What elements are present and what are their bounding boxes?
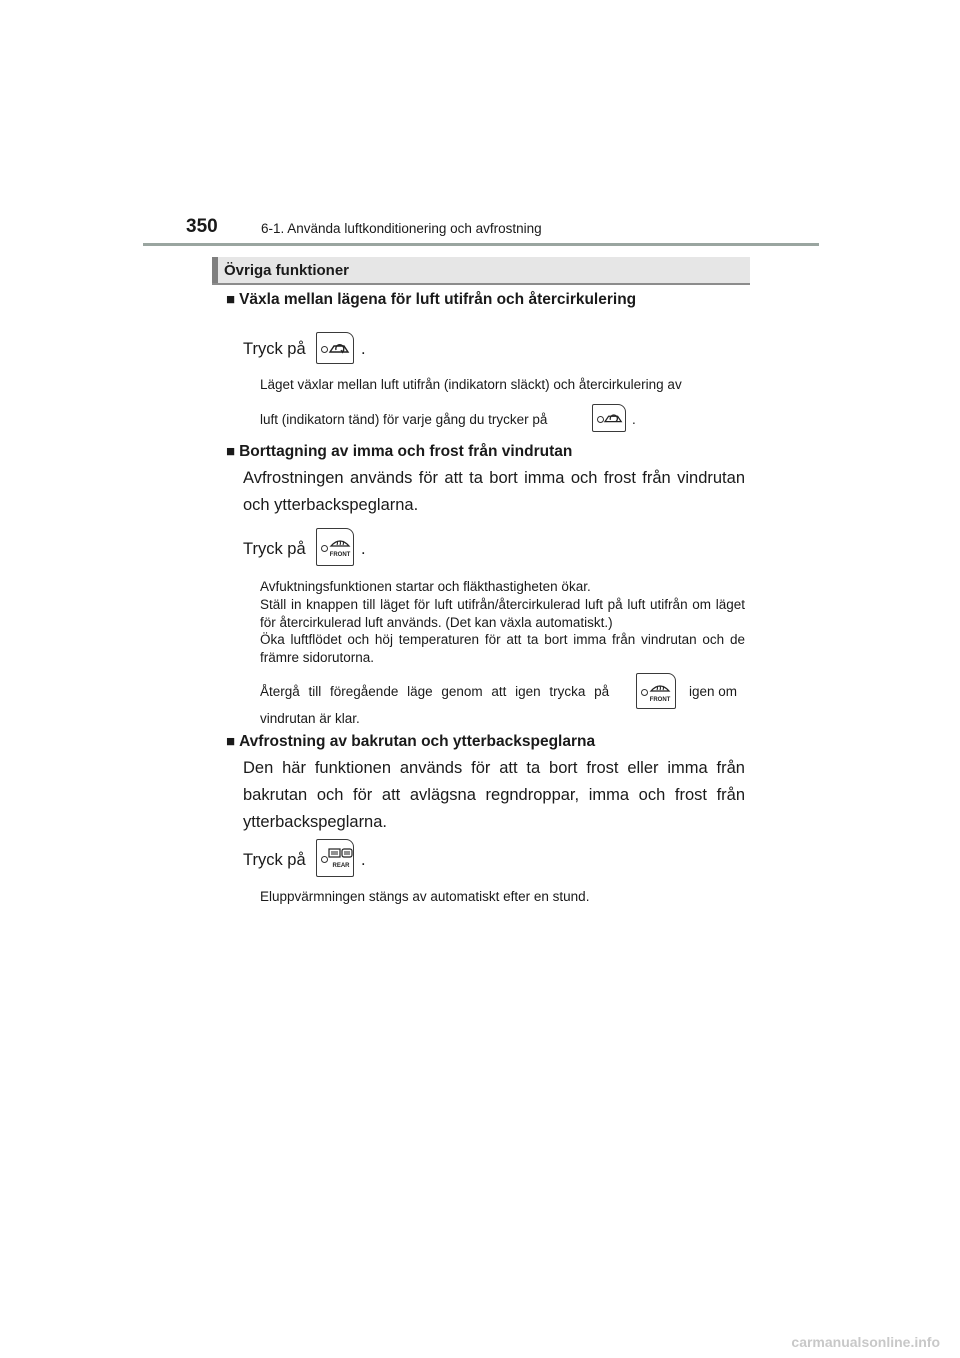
windshield-body: Avfrostningen används för att ta bort imma och frost från vindrutan och ytterbackspeglarna.	[243, 469, 745, 514]
rear-press-text: Tryck på	[243, 851, 306, 869]
windshield-press-text: Tryck på	[243, 540, 306, 558]
period: .	[632, 412, 636, 427]
watermark: carmanualsonline.info	[791, 1334, 940, 1350]
indicator-led	[641, 689, 648, 696]
front-defrost-button[interactable]	[316, 528, 354, 566]
bullet-square: ■	[226, 733, 236, 750]
header-rule	[143, 243, 819, 246]
recirc-button[interactable]	[316, 332, 354, 364]
rear-defroster-icon	[328, 845, 354, 873]
rear-label: REAR	[332, 863, 350, 869]
recirc-heading	[226, 291, 636, 309]
section-header	[212, 257, 750, 285]
section-title: Övriga funktioner	[224, 262, 350, 279]
rear-body: Den här funktionen används för att ta bort frost eller imma från bakrutan och för att avlägsna regndroppar, imma och frost från ytterbackspeglarna.	[243, 759, 745, 831]
indicator-led	[321, 856, 328, 863]
windshield-note4-after: igen om	[689, 684, 738, 699]
front-label: FRONT	[649, 697, 671, 703]
recirc-heading-text: Växla mellan lägena för luft utifrån och återcirkulering	[239, 291, 637, 308]
windshield-heading	[226, 443, 572, 461]
section-accent	[212, 257, 218, 283]
recirculation-icon	[328, 338, 352, 358]
windshield-note3: Öka luftflödet och höj temperaturen för att ta bort imma från vindrutan och de främre sidorutorna.	[260, 632, 745, 665]
indicator-led	[321, 346, 328, 353]
period: .	[361, 540, 366, 558]
bullet-square: ■	[226, 291, 236, 308]
bullet-square: ■	[226, 443, 236, 460]
period: .	[361, 851, 366, 869]
front-label: FRONT	[329, 552, 351, 558]
front-defroster-icon	[648, 679, 672, 707]
rear-note: Eluppvärmningen stängs av automatiskt efter en stund.	[260, 889, 590, 904]
recirculation-icon	[603, 409, 625, 427]
windshield-heading-text: Borttagning av imma och frost från vindrutan	[239, 443, 573, 460]
rear-defrost-button[interactable]	[316, 839, 354, 877]
windshield-note1: Avfuktningsfunktionen startar och fläkthastigheten ökar.	[260, 579, 591, 594]
recirc-note-line2: luft (indikatorn tänd) för varje gång du trycker på	[260, 412, 548, 427]
rear-heading-text: Avfrostning av bakrutan och ytterbackspeglarna	[239, 733, 596, 750]
front-defrost-button-inline	[636, 673, 676, 709]
rear-heading	[226, 733, 595, 751]
front-defroster-icon	[328, 534, 352, 562]
recirc-press-text: Tryck på	[243, 340, 306, 358]
windshield-note2: Ställ in knappen till läget för luft utifrån/återcirkulerad luft på luft utifrån om läget för återcirkulerad luft används. (Det kan växla automatiskt.)	[260, 597, 745, 630]
recirc-note-line1: Läget växlar mellan luft utifrån (indikatorn släckt) och återcirkulering av	[260, 377, 682, 392]
recirc-button-inline	[592, 404, 626, 432]
indicator-led	[321, 545, 328, 552]
period: .	[361, 340, 366, 358]
windshield-note4-line2: vindrutan är klar.	[260, 711, 360, 726]
chapter-title: 6-1. Använda luftkonditionering och avfrostning	[261, 221, 542, 236]
page-number: 350	[186, 216, 218, 237]
windshield-note4-before: Återgå till föregående läge genom att igen trycka på	[260, 684, 610, 699]
